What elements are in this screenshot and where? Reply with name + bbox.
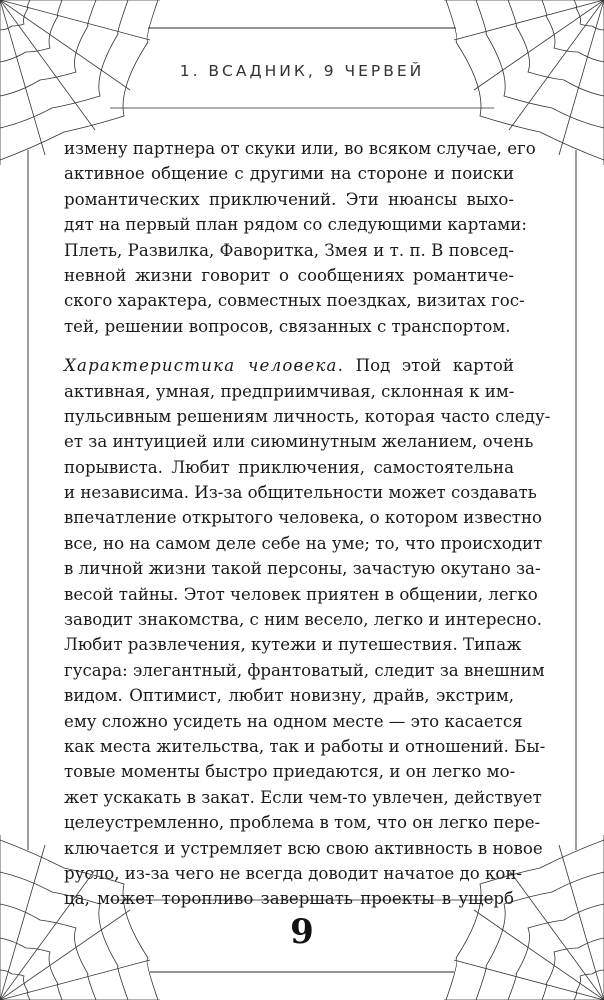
text-line: ца, может торопливо завершать проекты в ущерб [64, 889, 514, 909]
text-line: весой тайны. Этот человек приятен в общении, легко [64, 584, 538, 604]
text-line: пульсивным решениям личность, которая часто следу- [64, 406, 551, 426]
text-line: тей, решении вопросов, связанных с транспортом. [64, 316, 511, 336]
paragraph-2 [64, 353, 551, 912]
text-line: все, но на самом деле себе на уме; то, что происходит [64, 533, 543, 553]
text-line: заводит знакомства, с ним весело, легко и интересно. [64, 610, 542, 630]
text-line: Плеть, Развилка, Фаворитка, Змея и т. п. В повсед- [64, 240, 514, 260]
paragraph-lead-italic: Характеристика человека. [64, 356, 345, 376]
text-line: дят на первый план рядом со следующими картами: [64, 215, 527, 235]
text-line: как места жительства, так и работы и отношений. Бы- [64, 736, 546, 756]
text-line: впечатление открытого человека, о котором известно [64, 508, 543, 528]
text-line: ключается и устремляет всю свою активность в новое [64, 838, 543, 858]
text-line: невной жизни говорит о сообщениях романтиче- [64, 265, 514, 285]
page-number: 9 [290, 912, 314, 952]
text-line: видом. Оптимист, любит новизну, драйв, экстрим, [64, 686, 514, 706]
text-line: товые моменты быстро приедаются, и он легко мо- [64, 762, 516, 782]
text-line: активная, умная, предприимчивая, склонная к им- [64, 381, 515, 401]
text-line: активное общение с другими на стороне и поиски [64, 164, 514, 184]
text-line: романтических приключений. Эти нюансы выхо- [64, 189, 514, 209]
text-line: порывиста. Любит приключения, самостоятельна [64, 457, 514, 477]
text-line: ет за интуицией или сиюминутным желанием, очень [64, 432, 534, 452]
text-line: ему сложно усидеть на одном месте — это касается [64, 711, 523, 731]
text-line: Любит развлечения, кутежи и путешествия. Типаж [64, 635, 522, 655]
text-line: и независима. Из-за общительности может создавать [64, 483, 537, 503]
text-line: русло, из-за чего не всегда доводит начатое до кон- [64, 863, 522, 883]
text-line-with-lead [64, 353, 514, 378]
paragraph-1 [64, 136, 536, 339]
running-head: 1. ВСАДНИК, 9 ЧЕРВЕЙ [179, 62, 425, 80]
body-text [64, 136, 551, 912]
text-line: гусара: элегантный, франтоватый, следит за внешним [64, 660, 545, 680]
lead-line-rest: Под этой картой [344, 356, 514, 376]
text-line: жет ускакать в закат. Если чем-то увлечен, действует [64, 787, 542, 807]
text-line: целеустремленно, проблема в том, что он легко пере- [64, 813, 541, 833]
text-line: в личной жизни такой персоны, зачастую окутано за- [64, 559, 541, 579]
text-line: ского характера, совместных поездках, визитах гос- [64, 291, 525, 311]
text-line: измену партнера от скуки или, во всяком случае, его [64, 139, 536, 158]
